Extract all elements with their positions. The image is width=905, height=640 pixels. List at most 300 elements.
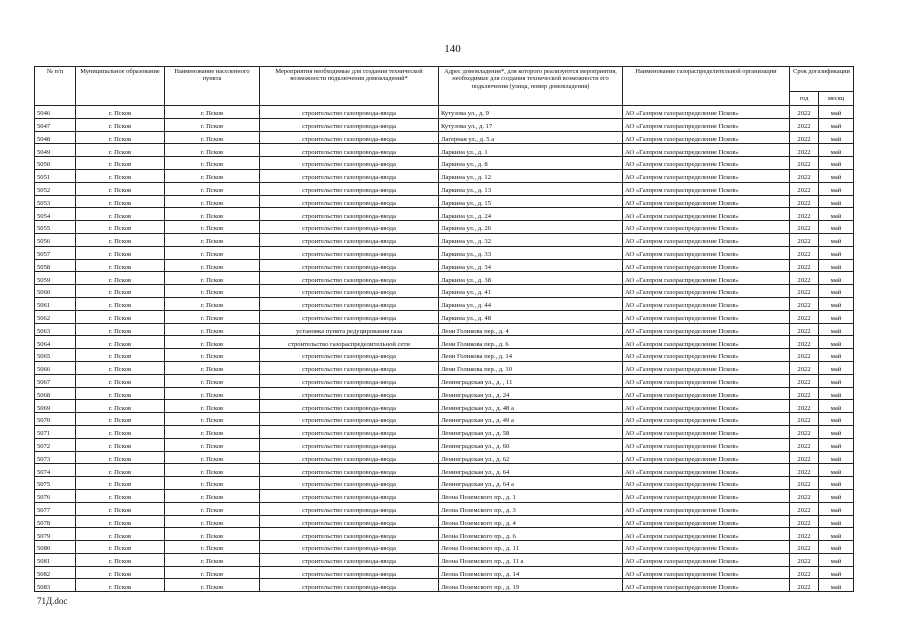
cell-municipality: г. Псков xyxy=(76,208,165,221)
cell-activity: строительство газопровода-ввода xyxy=(260,272,439,285)
cell-locality: г. Псков xyxy=(165,515,260,528)
cell-municipality: г. Псков xyxy=(76,541,165,554)
table-row xyxy=(35,489,854,502)
cell-month: май xyxy=(819,272,854,285)
cell-year: 2022 xyxy=(790,246,819,259)
cell-address: Леона Поземского пр., д. 14 xyxy=(439,566,623,579)
cell-year: 2022 xyxy=(790,425,819,438)
header-month: месяц xyxy=(819,92,854,106)
cell-activity: строительство газопровода-ввода xyxy=(260,233,439,246)
table-row xyxy=(35,246,854,259)
cell-locality: г. Псков xyxy=(165,541,260,554)
cell-municipality: г. Псков xyxy=(76,451,165,464)
cell-organization: АО «Газпром газораспределение Псков» xyxy=(623,451,790,464)
table-row xyxy=(35,553,854,566)
cell-num: 5047 xyxy=(35,118,76,131)
header-deadline: Срок догазификации xyxy=(790,67,854,92)
cell-num: 5078 xyxy=(35,515,76,528)
cell-num: 5049 xyxy=(35,144,76,157)
cell-municipality: г. Псков xyxy=(76,515,165,528)
cell-num: 5051 xyxy=(35,169,76,182)
cell-activity: строительство газопровода-ввода xyxy=(260,118,439,131)
cell-activity: строительство газопровода-ввода xyxy=(260,182,439,195)
table-row xyxy=(35,272,854,285)
cell-address: Ларкина ул., д. 38 xyxy=(439,272,623,285)
cell-address: Ларкина ул., д. 32 xyxy=(439,233,623,246)
cell-locality: г. Псков xyxy=(165,566,260,579)
cell-organization: АО «Газпром газораспределение Псков» xyxy=(623,310,790,323)
cell-year: 2022 xyxy=(790,310,819,323)
cell-municipality: г. Псков xyxy=(76,361,165,374)
table-row xyxy=(35,349,854,362)
cell-municipality: г. Псков xyxy=(76,106,165,119)
cell-locality: г. Псков xyxy=(165,323,260,336)
cell-year: 2022 xyxy=(790,438,819,451)
header-locality: Наименование населенного пункта xyxy=(165,67,260,106)
cell-activity: строительство газопровода-ввода xyxy=(260,502,439,515)
cell-month: май xyxy=(819,144,854,157)
cell-num: 5077 xyxy=(35,502,76,515)
cell-locality: г. Псков xyxy=(165,157,260,170)
table-row xyxy=(35,400,854,413)
cell-municipality: г. Псков xyxy=(76,438,165,451)
cell-num: 5079 xyxy=(35,528,76,541)
cell-year: 2022 xyxy=(790,528,819,541)
cell-address: Ленинградская ул., д. 24 xyxy=(439,387,623,400)
cell-activity: строительство газопровода-ввода xyxy=(260,425,439,438)
cell-locality: г. Псков xyxy=(165,106,260,119)
cell-locality: г. Псков xyxy=(165,131,260,144)
cell-activity: строительство газопровода-ввода xyxy=(260,374,439,387)
cell-year: 2022 xyxy=(790,208,819,221)
cell-locality: г. Псков xyxy=(165,233,260,246)
cell-activity: строительство газопровода-ввода xyxy=(260,310,439,323)
cell-address: Лени Голикова пер., д. 14 xyxy=(439,349,623,362)
cell-address: Ларкина ул., д. 24 xyxy=(439,208,623,221)
cell-num: 5050 xyxy=(35,157,76,170)
cell-month: май xyxy=(819,553,854,566)
cell-year: 2022 xyxy=(790,106,819,119)
cell-municipality: г. Псков xyxy=(76,413,165,426)
cell-locality: г. Псков xyxy=(165,438,260,451)
cell-year: 2022 xyxy=(790,233,819,246)
cell-organization: АО «Газпром газораспределение Псков» xyxy=(623,259,790,272)
cell-organization: АО «Газпром газораспределение Псков» xyxy=(623,336,790,349)
cell-organization: АО «Газпром газораспределение Псков» xyxy=(623,144,790,157)
cell-year: 2022 xyxy=(790,464,819,477)
cell-num: 5054 xyxy=(35,208,76,221)
cell-num: 5061 xyxy=(35,297,76,310)
cell-year: 2022 xyxy=(790,259,819,272)
cell-locality: г. Псков xyxy=(165,259,260,272)
cell-activity: установка пункта редуцирования газа xyxy=(260,323,439,336)
cell-month: май xyxy=(819,374,854,387)
cell-organization: АО «Газпром газораспределение Псков» xyxy=(623,157,790,170)
cell-num: 5060 xyxy=(35,285,76,298)
cell-num: 5059 xyxy=(35,272,76,285)
cell-address: Леона Поземского пр., д. 11 xyxy=(439,541,623,554)
cell-activity: строительство газопровода-ввода xyxy=(260,515,439,528)
cell-address: Леона Поземского пр., д. 19 xyxy=(439,579,623,592)
cell-month: май xyxy=(819,464,854,477)
cell-organization: АО «Газпром газораспределение Псков» xyxy=(623,502,790,515)
cell-municipality: г. Псков xyxy=(76,553,165,566)
cell-municipality: г. Псков xyxy=(76,425,165,438)
footer-filename: 71Д.doc xyxy=(37,596,68,606)
cell-organization: АО «Газпром газораспределение Псков» xyxy=(623,566,790,579)
cell-month: май xyxy=(819,195,854,208)
cell-locality: г. Псков xyxy=(165,425,260,438)
cell-organization: АО «Газпром газораспределение Псков» xyxy=(623,387,790,400)
cell-organization: АО «Газпром газораспределение Псков» xyxy=(623,131,790,144)
cell-month: май xyxy=(819,297,854,310)
cell-locality: г. Псков xyxy=(165,169,260,182)
cell-locality: г. Псков xyxy=(165,477,260,490)
cell-organization: АО «Газпром газораспределение Псков» xyxy=(623,118,790,131)
cell-organization: АО «Газпром газораспределение Псков» xyxy=(623,553,790,566)
cell-num: 5073 xyxy=(35,451,76,464)
cell-organization: АО «Газпром газораспределение Псков» xyxy=(623,323,790,336)
cell-month: май xyxy=(819,182,854,195)
cell-organization: АО «Газпром газораспределение Псков» xyxy=(623,413,790,426)
cell-municipality: г. Псков xyxy=(76,144,165,157)
cell-year: 2022 xyxy=(790,489,819,502)
cell-num: 5072 xyxy=(35,438,76,451)
header-activity: Мероприятия необходимые для создания технической возможности подключения домовладений* xyxy=(260,67,439,106)
cell-address: Ларкина ул., д. 44 xyxy=(439,297,623,310)
cell-num: 5071 xyxy=(35,425,76,438)
cell-year: 2022 xyxy=(790,323,819,336)
cell-municipality: г. Псков xyxy=(76,579,165,592)
table-row xyxy=(35,106,854,119)
cell-year: 2022 xyxy=(790,131,819,144)
cell-locality: г. Псков xyxy=(165,144,260,157)
table-row xyxy=(35,502,854,515)
cell-activity: строительство газопровода-ввода xyxy=(260,489,439,502)
cell-num: 5048 xyxy=(35,131,76,144)
table-row xyxy=(35,285,854,298)
header-municipality: Муниципальное образование xyxy=(76,67,165,106)
cell-organization: АО «Газпром газораспределение Псков» xyxy=(623,285,790,298)
cell-address: Кутузова ул., д. 9 xyxy=(439,106,623,119)
cell-activity: строительство газопровода-ввода xyxy=(260,464,439,477)
table-row xyxy=(35,464,854,477)
cell-address: Ларкина ул., д. 33 xyxy=(439,246,623,259)
cell-locality: г. Псков xyxy=(165,221,260,234)
cell-locality: г. Псков xyxy=(165,246,260,259)
cell-address: Лени Голикова пер., д. 6 xyxy=(439,336,623,349)
cell-organization: АО «Газпром газораспределение Псков» xyxy=(623,477,790,490)
cell-organization: АО «Газпром газораспределение Псков» xyxy=(623,515,790,528)
cell-organization: АО «Газпром газораспределение Псков» xyxy=(623,438,790,451)
cell-address: Ленинградская ул., д. 58 xyxy=(439,425,623,438)
cell-organization: АО «Газпром газораспределение Псков» xyxy=(623,272,790,285)
cell-locality: г. Псков xyxy=(165,272,260,285)
cell-num: 5081 xyxy=(35,553,76,566)
cell-address: Леона Поземского пр., д. 6 xyxy=(439,528,623,541)
table-row xyxy=(35,182,854,195)
cell-address: Ларкина ул., д. 34 xyxy=(439,259,623,272)
cell-address: Кутузова ул., д. 17 xyxy=(439,118,623,131)
cell-year: 2022 xyxy=(790,285,819,298)
cell-year: 2022 xyxy=(790,336,819,349)
header-address: Адрес домовладения*, для которого реализуются мероприятия, необходимые для создания технической возможности его подключения (улица, номер домовладения) xyxy=(439,67,623,106)
cell-year: 2022 xyxy=(790,157,819,170)
cell-month: май xyxy=(819,515,854,528)
cell-address: Ларкина ул., д. 13 xyxy=(439,182,623,195)
cell-num: 5083 xyxy=(35,579,76,592)
cell-activity: строительство газопровода-ввода xyxy=(260,579,439,592)
cell-activity: строительство газораспределительной сети xyxy=(260,336,439,349)
table-row xyxy=(35,515,854,528)
table-row xyxy=(35,118,854,131)
cell-locality: г. Псков xyxy=(165,336,260,349)
cell-month: май xyxy=(819,400,854,413)
cell-address: Леона Поземского пр., д. 4 xyxy=(439,515,623,528)
cell-activity: строительство газопровода-ввода xyxy=(260,131,439,144)
cell-activity: строительство газопровода-ввода xyxy=(260,541,439,554)
table-row xyxy=(35,336,854,349)
cell-municipality: г. Псков xyxy=(76,387,165,400)
cell-month: май xyxy=(819,246,854,259)
cell-organization: АО «Газпром газораспределение Псков» xyxy=(623,221,790,234)
cell-activity: строительство газопровода-ввода xyxy=(260,361,439,374)
cell-address: Ларкина ул., д. 15 xyxy=(439,195,623,208)
cell-year: 2022 xyxy=(790,195,819,208)
cell-month: май xyxy=(819,157,854,170)
cell-year: 2022 xyxy=(790,566,819,579)
cell-locality: г. Псков xyxy=(165,387,260,400)
cell-organization: АО «Газпром газораспределение Псков» xyxy=(623,425,790,438)
table-row xyxy=(35,195,854,208)
cell-municipality: г. Псков xyxy=(76,285,165,298)
cell-month: май xyxy=(819,131,854,144)
cell-month: май xyxy=(819,502,854,515)
cell-municipality: г. Псков xyxy=(76,400,165,413)
cell-municipality: г. Псков xyxy=(76,246,165,259)
cell-organization: АО «Газпром газораспределение Псков» xyxy=(623,464,790,477)
cell-locality: г. Псков xyxy=(165,528,260,541)
cell-month: май xyxy=(819,387,854,400)
cell-month: май xyxy=(819,259,854,272)
table-row xyxy=(35,233,854,246)
cell-month: май xyxy=(819,438,854,451)
cell-municipality: г. Псков xyxy=(76,528,165,541)
cell-year: 2022 xyxy=(790,502,819,515)
cell-activity: строительство газопровода-ввода xyxy=(260,438,439,451)
cell-organization: АО «Газпром газораспределение Псков» xyxy=(623,208,790,221)
cell-address: Ленинградская ул., д. 64 а xyxy=(439,477,623,490)
table-row xyxy=(35,259,854,272)
cell-num: 5056 xyxy=(35,233,76,246)
cell-address: Ленинградская ул., д. , 11 xyxy=(439,374,623,387)
cell-address: Ларкина ул., д. 12 xyxy=(439,169,623,182)
cell-locality: г. Псков xyxy=(165,489,260,502)
cell-address: Ларкина ул., д. 41 xyxy=(439,285,623,298)
cell-municipality: г. Псков xyxy=(76,310,165,323)
cell-year: 2022 xyxy=(790,579,819,592)
cell-num: 5082 xyxy=(35,566,76,579)
cell-locality: г. Псков xyxy=(165,182,260,195)
cell-num: 5052 xyxy=(35,182,76,195)
cell-activity: строительство газопровода-ввода xyxy=(260,413,439,426)
cell-month: май xyxy=(819,310,854,323)
cell-activity: строительство газопровода-ввода xyxy=(260,285,439,298)
cell-address: Леона Поземского пр., д. 11 а xyxy=(439,553,623,566)
table-row xyxy=(35,297,854,310)
cell-activity: строительство газопровода-ввода xyxy=(260,553,439,566)
cell-year: 2022 xyxy=(790,144,819,157)
cell-activity: строительство газопровода-ввода xyxy=(260,106,439,119)
cell-address: Лагерная ул., д. 5 а xyxy=(439,131,623,144)
header-year: год xyxy=(790,92,819,106)
table-row xyxy=(35,413,854,426)
cell-year: 2022 xyxy=(790,400,819,413)
cell-locality: г. Псков xyxy=(165,118,260,131)
cell-address: Ленинградская ул., д. 60 xyxy=(439,438,623,451)
cell-organization: АО «Газпром газораспределение Псков» xyxy=(623,349,790,362)
cell-year: 2022 xyxy=(790,361,819,374)
page-number: 140 xyxy=(444,43,461,55)
table-row xyxy=(35,528,854,541)
cell-municipality: г. Псков xyxy=(76,118,165,131)
cell-locality: г. Псков xyxy=(165,374,260,387)
cell-address: Ленинградская ул., д. 48 а xyxy=(439,400,623,413)
cell-activity: строительство газопровода-ввода xyxy=(260,195,439,208)
cell-num: 5053 xyxy=(35,195,76,208)
cell-locality: г. Псков xyxy=(165,502,260,515)
cell-month: май xyxy=(819,336,854,349)
cell-num: 5067 xyxy=(35,374,76,387)
table-row xyxy=(35,566,854,579)
cell-activity: строительство газопровода-ввода xyxy=(260,144,439,157)
cell-municipality: г. Псков xyxy=(76,195,165,208)
cell-municipality: г. Псков xyxy=(76,502,165,515)
table-row xyxy=(35,144,854,157)
table-row xyxy=(35,131,854,144)
table-row xyxy=(35,477,854,490)
cell-month: май xyxy=(819,528,854,541)
cell-num: 5055 xyxy=(35,221,76,234)
cell-locality: г. Псков xyxy=(165,579,260,592)
cell-address: Ларкина ул., д. 26 xyxy=(439,221,623,234)
cell-activity: строительство газопровода-ввода xyxy=(260,528,439,541)
cell-municipality: г. Псков xyxy=(76,374,165,387)
cell-municipality: г. Псков xyxy=(76,489,165,502)
cell-num: 5065 xyxy=(35,349,76,362)
cell-locality: г. Псков xyxy=(165,195,260,208)
cell-month: май xyxy=(819,221,854,234)
cell-address: Леона Поземского пр., д. 1 xyxy=(439,489,623,502)
cell-num: 5068 xyxy=(35,387,76,400)
cell-month: май xyxy=(819,349,854,362)
cell-organization: АО «Газпром газораспределение Псков» xyxy=(623,195,790,208)
cell-organization: АО «Газпром газораспределение Псков» xyxy=(623,233,790,246)
table-row xyxy=(35,579,854,592)
cell-month: май xyxy=(819,451,854,464)
cell-organization: АО «Газпром газораспределение Псков» xyxy=(623,169,790,182)
cell-year: 2022 xyxy=(790,118,819,131)
cell-month: май xyxy=(819,425,854,438)
header-num: № п/п xyxy=(35,67,76,106)
cell-year: 2022 xyxy=(790,182,819,195)
cell-num: 5070 xyxy=(35,413,76,426)
cell-num: 5074 xyxy=(35,464,76,477)
cell-locality: г. Псков xyxy=(165,361,260,374)
cell-month: май xyxy=(819,285,854,298)
table-row xyxy=(35,425,854,438)
cell-activity: строительство газопровода-ввода xyxy=(260,451,439,464)
cell-month: май xyxy=(819,208,854,221)
cell-address: Ленинградская ул., д. 49 а xyxy=(439,413,623,426)
cell-locality: г. Псков xyxy=(165,310,260,323)
cell-month: май xyxy=(819,361,854,374)
gasification-table xyxy=(34,66,854,592)
cell-organization: АО «Газпром газораспределение Псков» xyxy=(623,106,790,119)
cell-locality: г. Псков xyxy=(165,349,260,362)
cell-year: 2022 xyxy=(790,297,819,310)
cell-year: 2022 xyxy=(790,349,819,362)
cell-num: 5057 xyxy=(35,246,76,259)
header-row xyxy=(35,67,854,92)
cell-num: 5076 xyxy=(35,489,76,502)
cell-locality: г. Псков xyxy=(165,553,260,566)
table-row xyxy=(35,208,854,221)
table-row xyxy=(35,541,854,554)
cell-month: май xyxy=(819,233,854,246)
cell-num: 5046 xyxy=(35,106,76,119)
cell-organization: АО «Газпром газораспределение Псков» xyxy=(623,374,790,387)
cell-address: Лени Голикова пер., д. 4 xyxy=(439,323,623,336)
cell-activity: строительство газопровода-ввода xyxy=(260,387,439,400)
cell-address: Ленинградская ул., д. 62 xyxy=(439,451,623,464)
cell-num: 5080 xyxy=(35,541,76,554)
cell-municipality: г. Псков xyxy=(76,182,165,195)
header-organization: Наименование газораспределительной организации xyxy=(623,67,790,106)
table-row xyxy=(35,361,854,374)
cell-month: май xyxy=(819,169,854,182)
cell-month: май xyxy=(819,566,854,579)
cell-municipality: г. Псков xyxy=(76,349,165,362)
cell-municipality: г. Псков xyxy=(76,566,165,579)
cell-organization: АО «Газпром газораспределение Псков» xyxy=(623,489,790,502)
cell-month: май xyxy=(819,541,854,554)
cell-organization: АО «Газпром газораспределение Псков» xyxy=(623,182,790,195)
cell-num: 5062 xyxy=(35,310,76,323)
cell-activity: строительство газопровода-ввода xyxy=(260,400,439,413)
cell-activity: строительство газопровода-ввода xyxy=(260,477,439,490)
table-row xyxy=(35,374,854,387)
cell-month: май xyxy=(819,579,854,592)
cell-month: май xyxy=(819,106,854,119)
cell-month: май xyxy=(819,323,854,336)
cell-address: Ларкина ул., д. 1 xyxy=(439,144,623,157)
cell-num: 5066 xyxy=(35,361,76,374)
cell-year: 2022 xyxy=(790,169,819,182)
cell-organization: АО «Газпром газораспределение Псков» xyxy=(623,246,790,259)
table-row xyxy=(35,387,854,400)
cell-municipality: г. Псков xyxy=(76,336,165,349)
cell-num: 5063 xyxy=(35,323,76,336)
cell-address: Ларкина ул., д. 48 xyxy=(439,310,623,323)
cell-municipality: г. Псков xyxy=(76,233,165,246)
cell-activity: строительство газопровода-ввода xyxy=(260,246,439,259)
table-row xyxy=(35,323,854,336)
cell-municipality: г. Псков xyxy=(76,477,165,490)
cell-organization: АО «Газпром газораспределение Псков» xyxy=(623,541,790,554)
cell-activity: строительство газопровода-ввода xyxy=(260,169,439,182)
cell-organization: АО «Газпром газораспределение Псков» xyxy=(623,297,790,310)
